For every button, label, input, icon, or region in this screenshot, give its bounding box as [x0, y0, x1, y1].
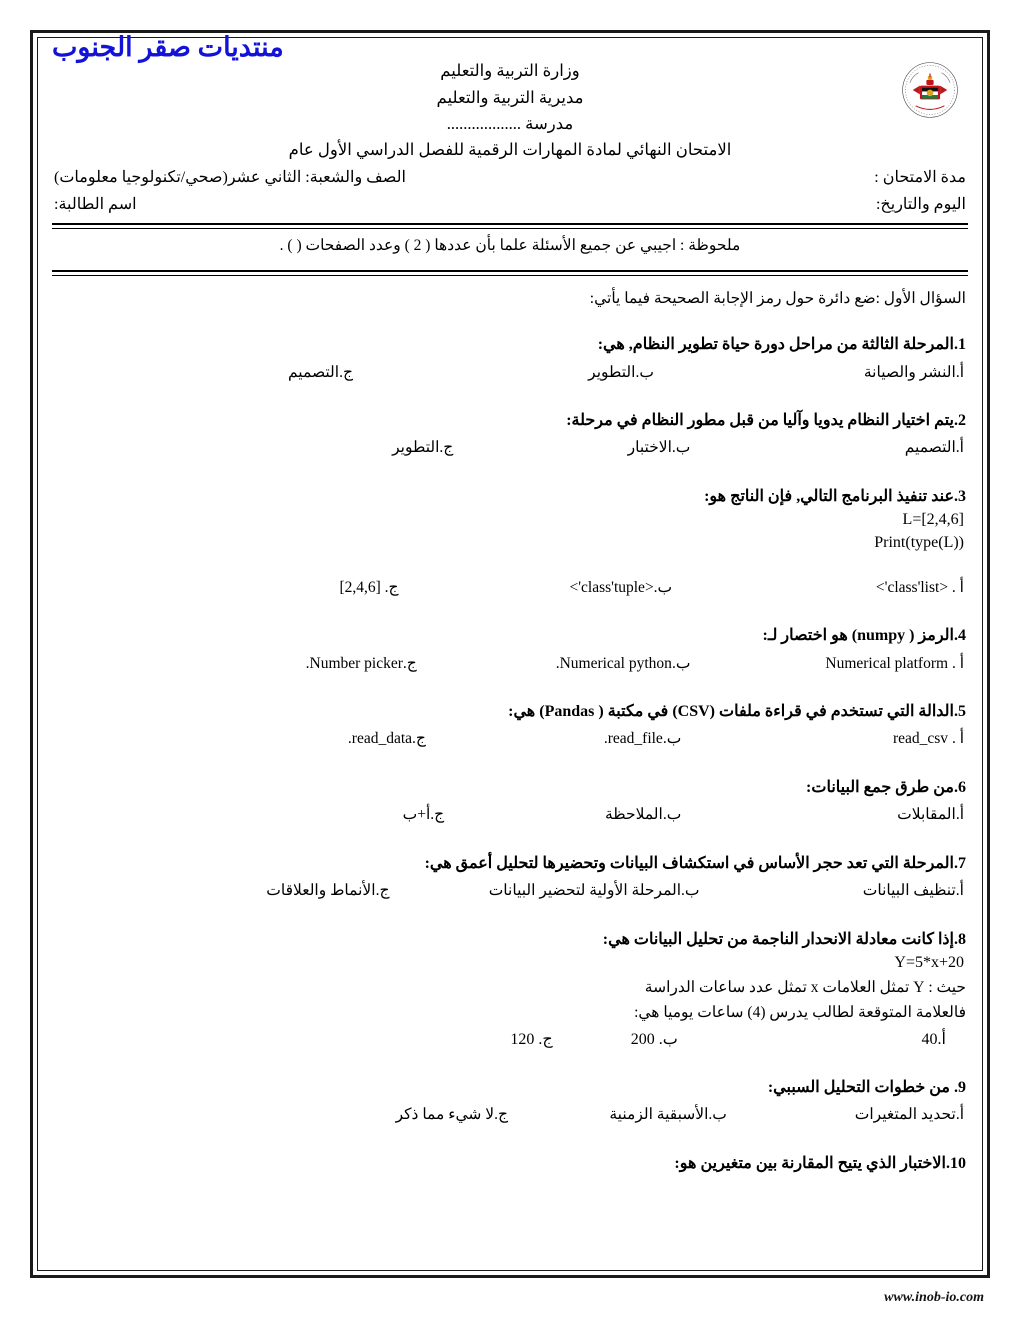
question-8-option-c[interactable]: ج. 120 — [510, 1030, 553, 1048]
name-date-row — [52, 194, 968, 214]
question-9 — [52, 1077, 968, 1127]
class-duration-row — [52, 167, 968, 187]
exam-note: ملحوظة : اجيبي عن جميع الأسئلة علما بأن عددها ( 2 ) وعدد الصفحات ( ) . — [279, 237, 741, 255]
question-6-option-b[interactable]: ب.الملاحظة — [604, 806, 682, 824]
question-8 — [52, 929, 968, 1051]
question-4 — [52, 625, 968, 675]
question-9-option-c[interactable]: ج.لا شيء مما ذكر — [395, 1106, 508, 1124]
question-8-option-b[interactable]: ب. 200 — [630, 1030, 678, 1048]
question-6-text: 6.من طرق جمع البيانات: — [806, 778, 966, 796]
exam-page-content — [38, 32, 982, 1274]
divider-bottom — [52, 270, 968, 276]
question-3-code-line-1: L=[2,4,6] — [902, 511, 964, 529]
question-3-text: 3.عند تنفيذ البرنامج التالي, فإن الناتج هو: — [704, 487, 966, 505]
school-line: مدرسة .................. — [446, 114, 574, 134]
directorate-line: مديرية التربية والتعليم — [436, 87, 584, 107]
question-4-option-b[interactable]: ب.Numerical python. — [555, 654, 691, 672]
question-5-text: 5.الدالة التي تستخدم في قراءة ملفات (CSV) في مكتبة ( Pandas) هي: — [508, 702, 966, 720]
question-2-option-a[interactable]: أ.التصميم — [904, 439, 964, 457]
question-2-option-b[interactable]: ب.الاختبار — [627, 439, 691, 457]
footer-url: www.inob-io.com — [884, 1290, 984, 1305]
question-2-option-c[interactable]: ج.التطوير — [392, 439, 454, 457]
question-8-equation: Y=5*x+20 — [894, 953, 964, 971]
question-5 — [52, 701, 968, 751]
section-one-instruction: السؤال الأول :ضع دائرة حول رمز الإجابة الصحيحة فيما يأتي: — [589, 290, 966, 308]
question-6-option-a[interactable]: أ.المقابلات — [897, 806, 964, 824]
question-7-option-c[interactable]: ج.الأنماط والعلاقات — [266, 882, 390, 900]
day-date-label: اليوم والتاريخ: — [875, 196, 966, 214]
question-1-option-c[interactable]: ج.التصميم — [287, 363, 353, 381]
question-7-option-a[interactable]: أ.تنظيف البيانات — [862, 882, 964, 900]
ministry-line-1: وزارة التربية والتعليم — [440, 61, 580, 80]
question-3 — [52, 486, 968, 599]
question-2 — [52, 410, 968, 460]
forum-watermark: منتديات صقر الجنوب — [52, 32, 284, 62]
question-1 — [52, 334, 968, 384]
student-name-label: اسم الطالبة: — [54, 196, 137, 214]
question-7 — [52, 853, 968, 903]
exam-title: الامتحان النهائي لمادة المهارات الرقمية للفصل الدراسي الأول عام — [288, 140, 732, 160]
question-4-option-a[interactable]: أ . Numerical platform — [825, 654, 964, 672]
question-2-text: 2.يتم اختيار النظام يدويا وآليا من قبل مطور النظام في مرحلة: — [566, 412, 966, 430]
question-8-where-line: حيث : Y تمثل العلامات x تمثل عدد ساعات الدراسة — [644, 979, 966, 997]
question-8-text: 8.إذا كانت معادلة الانحدار الناجمة من تحليل البيانات هي: — [602, 930, 966, 948]
question-1-option-a[interactable]: أ.النشر والصيانة — [863, 363, 964, 381]
question-1-text: 1.المرحلة الثالثة من مراحل دورة حياة تطوير النظام, هي: — [597, 336, 966, 354]
exam-duration-label: مدة الامتحان : — [874, 169, 966, 187]
question-4-option-c[interactable]: ج.Number picker. — [305, 654, 417, 672]
question-10-text: 10.الاختبار الذي يتيح المقارنة بين متغيرين هو: — [674, 1154, 966, 1172]
question-9-option-a[interactable]: أ.تحديد المتغيرات — [854, 1106, 964, 1124]
question-7-text: 7.المرحلة التي تعد حجر الأساس في استكشاف البيانات وتحضيرها لتحليل أعمق هي: — [424, 854, 966, 872]
question-5-option-a[interactable]: أ . read_csv — [892, 730, 964, 748]
question-3-option-b[interactable]: ب.<class'tuple'> — [569, 578, 673, 596]
question-3-code-line-2: Print(type(L)) — [874, 534, 964, 552]
class-section-label: الصف والشعبة: الثاني عشر(صحي/تكنولوجيا معلومات) — [54, 169, 406, 187]
question-1-option-b[interactable]: ب.التطوير — [588, 363, 654, 381]
question-5-option-c[interactable]: ج.read_data. — [347, 730, 426, 748]
question-3-option-a[interactable]: أ . <class'list'> — [875, 578, 964, 596]
question-9-option-b[interactable]: ب.الأسبقية الزمنية — [609, 1106, 727, 1124]
question-9-text: 9. من خطوات التحليل السببي: — [767, 1078, 966, 1096]
question-4-text: 4.الرمز ( numpy) هو اختصار لـ: — [762, 627, 966, 645]
question-8-ask-line: فالعلامة المتوقعة لطالب يدرس (4) ساعات يوميا هي: — [634, 1004, 966, 1022]
question-8-option-a[interactable]: أ.40 — [921, 1030, 946, 1048]
question-3-option-c[interactable]: ج. [2,4,6] — [339, 578, 399, 596]
question-7-option-b[interactable]: ب.المرحلة الأولية لتحضير البيانات — [488, 882, 700, 900]
question-6-option-c[interactable]: ج.أ+ب — [402, 806, 445, 824]
question-5-option-b[interactable]: ب.read_file. — [603, 730, 682, 748]
question-10 — [52, 1153, 968, 1175]
question-6 — [52, 777, 968, 827]
jordan-national-emblem-icon — [894, 54, 966, 126]
